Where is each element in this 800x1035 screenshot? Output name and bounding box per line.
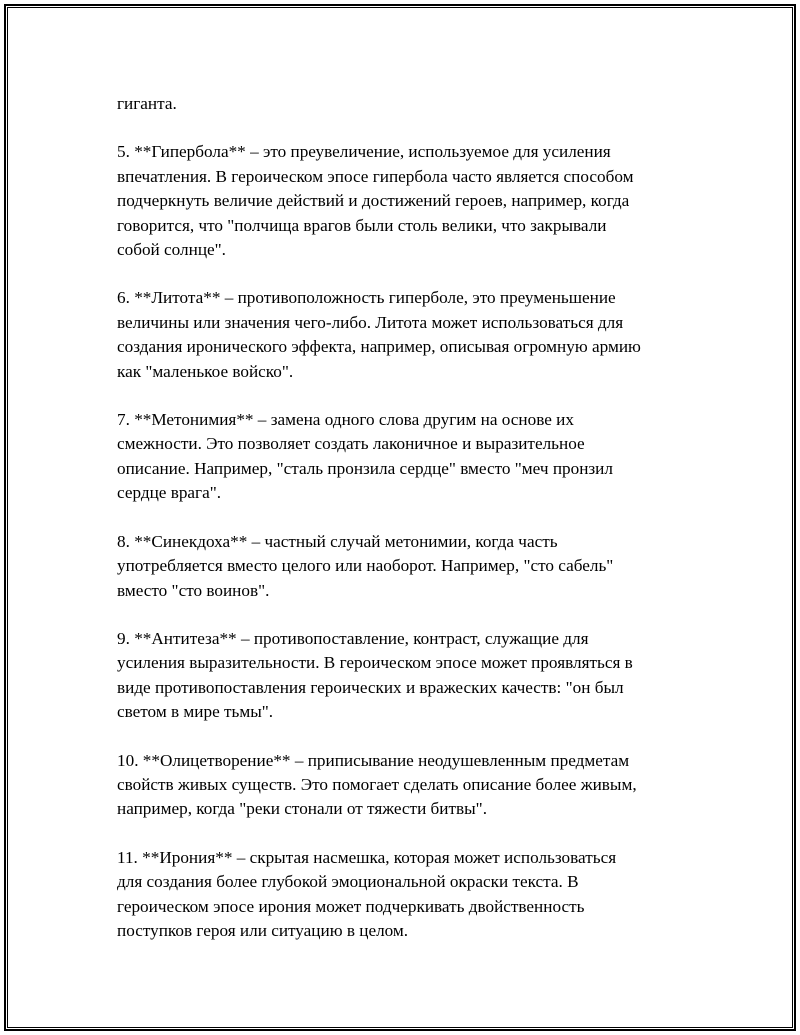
paragraph-personification: 10. **Олицетворение** – приписывание неодушевленным предметам свойств живых существ. Это помогает сделать описание более живым, например, когда "реки стонали от тяжести битвы".: [117, 750, 637, 819]
paragraph-metonymy: 7. **Метонимия** – замена одного слова другим на основе их смежности. Это позволяет создать лаконичное и выразительное описание. Например, "сталь пронзила сердце" вместо "меч пронзил сердце врага".: [117, 410, 613, 503]
paragraph-antithesis: 9. **Антитеза** – противопоставление, контраст, служащие для усиления выразительности. В героическом эпосе может проявляться в виде противопоставления героических и вражеских качеств: "он был светом в мире тьмы".: [117, 628, 633, 722]
paragraph-litotes: 6. **Литота** – противоположность гиперболе, это преуменьшение величины или значения чего-либо. Литота может использоваться для создания иронического эффекта, например, описывая огромную армию как "маленькое войско".: [117, 288, 641, 381]
paragraph-irony: 11. **Ирония** – скрытая насмешка, которая может использоваться для создания более глубокой эмоциональной окраски текста. В героическом эпосе ирония может подчеркивать двойственность поступков героя или ситуацию в целом.: [117, 847, 617, 940]
document-body: [117, 92, 687, 967]
paragraph-synecdoche: 8. **Синекдоха** – частный случай метонимии, когда часть употребляется вместо целого или наоборот. Например, "сто сабель" вместо "сто воинов".: [117, 531, 614, 600]
paragraph-continuation: гиганта.: [117, 94, 177, 113]
paragraph-hyperbole: 5. **Гипербола** – это преувеличение, используемое для усиления впечатления. В героическом эпосе гипербола часто является способом подчеркнуть величие действий и достижений героев, например, когда говорится, что "полчища врагов были столь велики, что закрывали собой солнце".: [117, 142, 634, 260]
